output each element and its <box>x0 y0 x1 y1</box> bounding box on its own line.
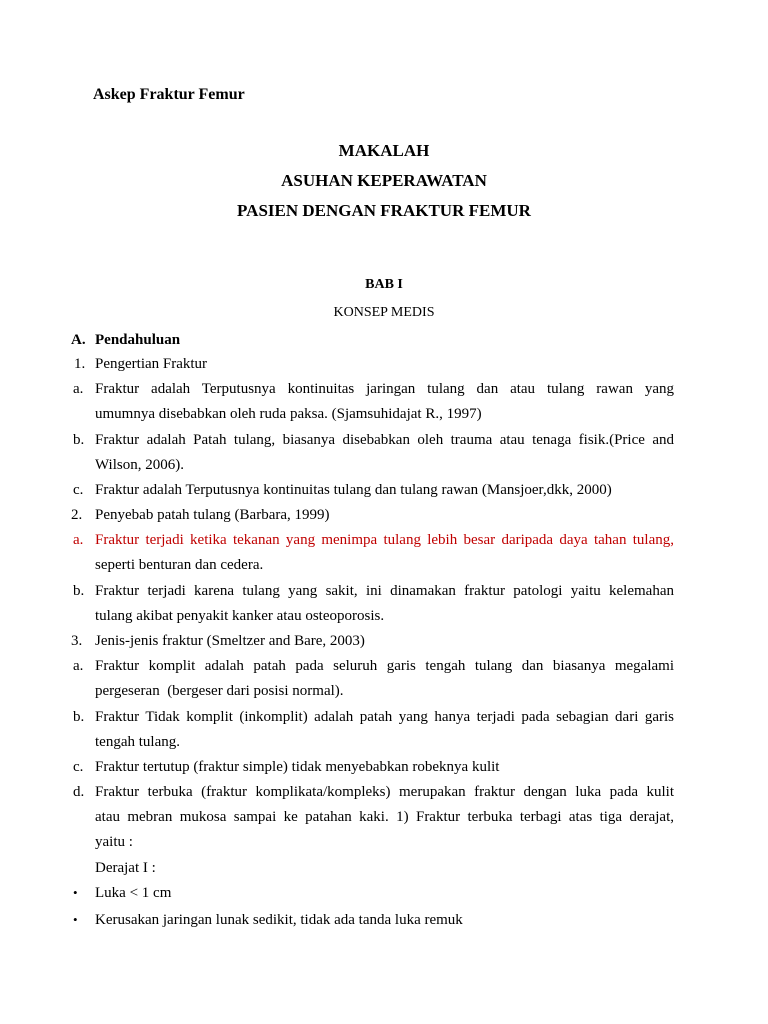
bullet-2-dot: • <box>73 912 78 927</box>
item-3a-marker: a. <box>73 658 84 674</box>
bullet-2-text: Kerusakan jaringan lunak sedikit, tidak ada tanda luka remuk <box>95 912 463 928</box>
heading-line-1: MAKALAH <box>338 141 430 160</box>
heading-line-3: PASIEN DENGAN FRAKTUR FEMUR <box>237 201 531 220</box>
item-3a-line-2: pergeseran (bergeser dari posisi normal). <box>95 683 344 699</box>
item-2b-line-1: Fraktur terjadi karena tulang yang sakit, ini dinamakan fraktur patologi yaitu kelemahan <box>95 583 674 599</box>
item-3c-marker: c. <box>73 759 84 775</box>
bullet-1-dot: • <box>73 885 78 900</box>
item-2a-line-2: seperti benturan dan cedera. <box>95 557 264 573</box>
item-1a-line-2: umumnya disebabkan oleh ruda paksa. (Sjamsuhidajat R., 1997) <box>95 406 482 422</box>
item-1c-marker: c. <box>73 482 84 498</box>
item-3d-line-1: Fraktur terbuka (fraktur komplikata/kompleks) merupakan fraktur dengan luka pada kulit <box>95 784 674 800</box>
item-1b-line-2: Wilson, 2006). <box>95 457 184 473</box>
item-1-title: Pengertian Fraktur <box>95 356 208 372</box>
item-3d-line-3: yaitu : <box>95 834 133 850</box>
item-1b-line-1: Fraktur adalah Patah tulang, biasanya disebabkan oleh trauma atau tenaga fisik.(Price and <box>95 432 674 448</box>
section-a-title: Pendahuluan <box>95 332 181 348</box>
item-3d-line-2: atau mebran mukosa sampai ke patahan kaki. 1) Fraktur terbuka terbagi atas tiga derajat, <box>95 809 674 825</box>
item-3b-line-1: Fraktur Tidak komplit (inkomplit) adalah patah yang hanya terjadi pada sebagian dari garis <box>95 709 674 725</box>
chapter-title: KONSEP MEDIS <box>333 305 435 320</box>
heading-line-2: ASUHAN KEPERAWATAN <box>281 171 487 190</box>
item-3d-marker: d. <box>73 784 85 800</box>
item-1-marker: 1. <box>74 356 86 372</box>
item-3b-marker: b. <box>73 709 85 725</box>
item-3a-line-1: Fraktur komplit adalah patah pada seluruh garis tengah tulang dan biasanya megalami <box>95 658 674 674</box>
derajat-label: Derajat I : <box>95 860 156 876</box>
item-2-title: Penyebab patah tulang (Barbara, 1999) <box>95 507 330 523</box>
item-2b-line-2: tulang akibat penyakit kanker atau osteoporosis. <box>95 608 385 624</box>
item-3-marker: 3. <box>71 633 83 649</box>
item-2b-marker: b. <box>73 583 85 599</box>
item-1c-line-1: Fraktur adalah Terputusnya kontinuitas tulang dan tulang rawan (Mansjoer,dkk, 2000) <box>95 482 612 498</box>
item-3-title: Jenis-jenis fraktur (Smeltzer and Bare, 2003) <box>95 633 365 649</box>
item-1a-marker: a. <box>73 381 84 397</box>
chapter-number: BAB I <box>365 277 403 292</box>
item-2a-line-1: Fraktur terjadi ketika tekanan yang menimpa tulang lebih besar daripada daya tahan tulang, <box>95 532 674 548</box>
bullet-1-text: Luka < 1 cm <box>95 885 172 901</box>
item-1a-line-1: Fraktur adalah Terputusnya kontinuitas jaringan tulang dan atau tulang rawan yang <box>95 381 674 397</box>
item-2a-marker: a. <box>73 532 84 548</box>
item-3b-line-2: tengah tulang. <box>95 734 180 750</box>
item-1b-marker: b. <box>73 432 85 448</box>
document-title: Askep Fraktur Femur <box>93 86 245 103</box>
item-2-marker: 2. <box>71 507 83 523</box>
item-3c-line-1: Fraktur tertutup (fraktur simple) tidak menyebabkan robeknya kulit <box>95 759 500 775</box>
section-a-marker: A. <box>71 332 86 348</box>
